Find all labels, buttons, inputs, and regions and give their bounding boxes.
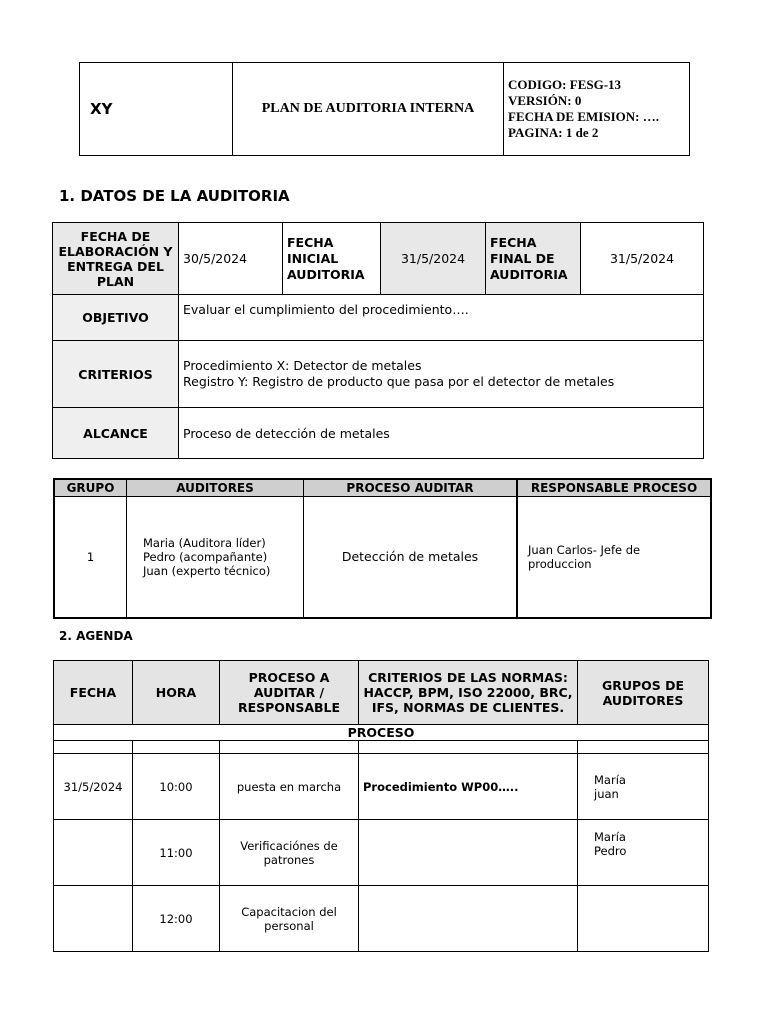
agenda-table	[53, 660, 709, 952]
fecha-inicial-value: 31/5/2024	[381, 223, 486, 295]
agenda-fecha	[54, 820, 133, 886]
group-process: Detección de metales	[304, 497, 518, 618]
section-title-datos: 1. DATOS DE LA AUDITORIA	[59, 187, 290, 205]
audit-data-table	[52, 222, 704, 459]
fecha-inicial-label: FECHA INICIAL AUDITORIA	[283, 223, 381, 295]
agenda-criterio: Procedimiento WP00…..	[359, 754, 578, 820]
agenda-header-fecha: FECHA	[54, 661, 133, 725]
alcance-value: Proceso de detección de metales	[179, 408, 704, 459]
table-row	[54, 754, 709, 820]
fecha-elaboracion-label: FECHA DE ELABORACIÓN Y ENTREGA DEL PLAN	[53, 223, 179, 295]
agenda-proceso: Capacitacion del personal	[220, 886, 359, 952]
groups-header-auditores: AUDITORES	[127, 479, 304, 497]
table-row	[54, 497, 711, 618]
audit-groups-table	[53, 478, 712, 619]
spacer-cell	[359, 741, 578, 754]
agenda-hora: 11:00	[133, 820, 220, 886]
agenda-header-criterios: CRITERIOS DE LAS NORMAS: HACCP, BPM, ISO 22000, BRC, IFS, NORMAS DE CLIENTES.	[359, 661, 578, 725]
table-row	[54, 886, 709, 952]
agenda-hora: 10:00	[133, 754, 220, 820]
agenda-header-row	[54, 661, 709, 725]
agenda-criterio	[359, 820, 578, 886]
spacer-cell	[220, 741, 359, 754]
company-logo: XY	[80, 63, 233, 156]
objetivo-value: Evaluar el cumplimiento del procedimiento….	[179, 295, 704, 341]
agenda-header-proceso: PROCESO A AUDITAR / RESPONSABLE	[220, 661, 359, 725]
agenda-spacer-row	[54, 741, 709, 754]
document-title: PLAN DE AUDITORIA INTERNA	[233, 63, 504, 156]
agenda-proceso-row	[54, 725, 709, 741]
fecha-elaboracion-value: 30/5/2024	[179, 223, 283, 295]
document-header	[79, 62, 690, 156]
group-responsible: Juan Carlos- Jefe de produccion	[517, 497, 711, 618]
agenda-header-grupos: GRUPOS DE AUDITORES	[578, 661, 709, 725]
agenda-hora: 12:00	[133, 886, 220, 952]
objetivo-label: OBJETIVO	[53, 295, 179, 341]
criterios-value: Procedimiento X: Detector de metales Registro Y: Registro de producto que pasa por el detector de metales	[179, 341, 704, 408]
agenda-header-hora: HORA	[133, 661, 220, 725]
agenda-fecha	[54, 886, 133, 952]
agenda-fecha: 31/5/2024	[54, 754, 133, 820]
group-number: 1	[54, 497, 127, 618]
spacer-cell	[54, 741, 133, 754]
agenda-criterio	[359, 886, 578, 952]
fecha-final-label: FECHA FINAL DE AUDITORIA	[486, 223, 581, 295]
groups-header-row	[54, 479, 711, 497]
table-row	[54, 820, 709, 886]
spacer-cell	[133, 741, 220, 754]
groups-header-responsable: RESPONSABLE PROCESO	[517, 479, 711, 497]
alcance-label: ALCANCE	[53, 408, 179, 459]
agenda-grupos	[578, 886, 709, 952]
spacer-cell	[578, 741, 709, 754]
criterios-label: CRITERIOS	[53, 341, 179, 408]
section-title-agenda: 2. AGENDA	[59, 629, 133, 643]
groups-header-proceso: PROCESO AUDITAR	[304, 479, 518, 497]
groups-header-grupo: GRUPO	[54, 479, 127, 497]
agenda-proceso-label: PROCESO	[54, 725, 709, 741]
group-auditors: Maria (Auditora líder) Pedro (acompañante) Juan (experto técnico)	[127, 497, 304, 618]
agenda-grupos: María Pedro	[578, 820, 709, 886]
agenda-proceso: Verificaciónes de patrones	[220, 820, 359, 886]
agenda-grupos: María juan	[578, 754, 709, 820]
fecha-final-value: 31/5/2024	[581, 223, 704, 295]
document-meta: CODIGO: FESG-13 VERSIÓN: 0 FECHA DE EMISION: …. PAGINA: 1 de 2	[504, 63, 690, 156]
agenda-proceso: puesta en marcha	[220, 754, 359, 820]
